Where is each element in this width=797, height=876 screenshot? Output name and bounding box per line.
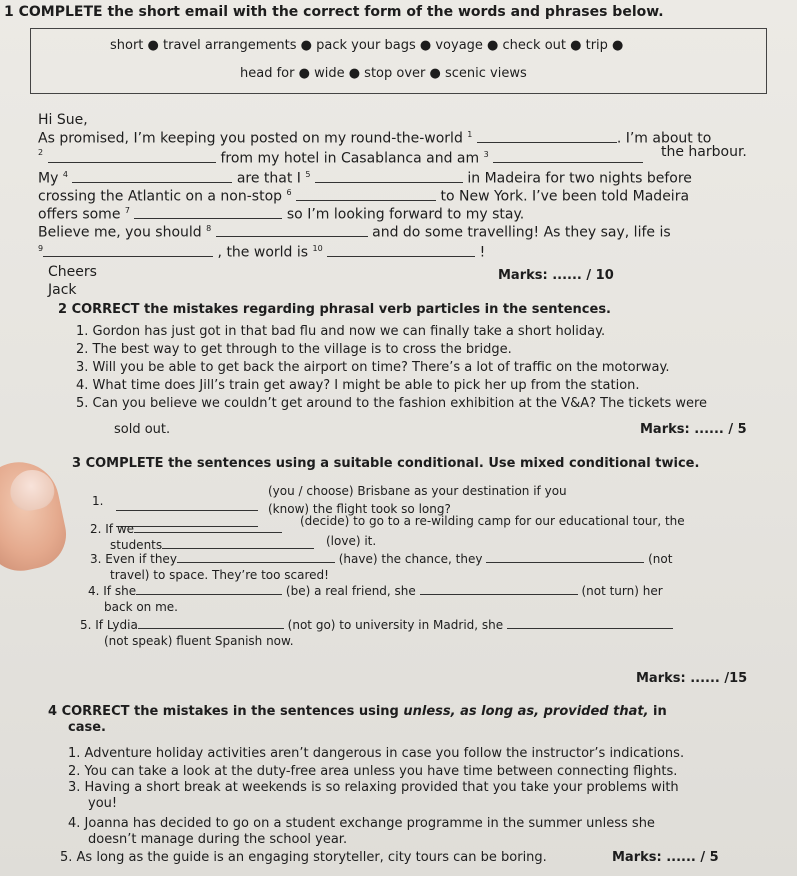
section-2-title: 2 CORRECT the mistakes regarding phrasal verb particles in the sentences. [58,302,611,317]
email-line-2-end: the harbour. [661,144,747,160]
s4-item-5: 5. As long as the guide is an engaging storyteller, city tours can be boring. [60,850,547,865]
section-4-title: 4 CORRECT the mistakes in the sentences using unless, as long as, provided that, in [48,704,667,719]
s3-item-4d: back on me. [104,600,178,614]
s3-item-4: 4. If she (be) a real friend, she (not turn) her [88,584,663,598]
s3-item-2: 2. If we [90,522,282,536]
s2-item-5: 5. Can you believe we couldn’t get around to the fashion exhibition at the V&A? The tickets were [76,396,708,411]
section-2-marks: Marks: ...... / 5 [640,422,747,437]
email-line-5: offers some $^7$ so I’m looking forward to my stay. [38,206,525,223]
s2-item-1: 1. Gordon has just got in that bad flu and now we can finally take a short holiday. [76,324,606,339]
s3-item-5c: (not speak) fluent Spanish now. [104,634,294,648]
email-line-1: As promised, I’m keeping you posted on my round-the-world $^1$ . I’m about to [38,130,712,147]
s4-item-2: 2. You can take a look at the duty-free area unless you have time between connecting flights. [68,764,678,779]
email-signature: Jack [48,282,77,298]
s2-item-2: 2. The best way to get through to the village is to cross the bridge. [76,342,512,357]
section-1-title: 1 COMPLETE the short email with the correct form of the words and phrases below. [4,4,664,20]
email-closing: Cheers [48,264,97,280]
section-3-title: 3 COMPLETE the sentences using a suitable conditional. Use mixed conditional twice. [72,456,700,471]
s4-item-4-cont: doesn’t manage during the school year. [88,832,348,847]
s3-item-2b: (decide) to go to a re-wilding camp for our educational tour, the [300,514,685,528]
word-bank-line-1: short ● travel arrangements ● pack your bags ● voyage ● check out ● trip ● [110,38,624,53]
email-line-4: crossing the Atlantic on a non-stop $^6$ to New York. I’ve been told Madeira [38,188,690,205]
email-line-7: $^9$ , the world is $^{10}$ ! [38,244,486,261]
section-3-marks: Marks: ...... /15 [636,671,748,686]
s4-item-4: 4. Joanna has decided to go on a student exchange programme in the summer unless she [68,816,655,831]
email-greeting: Hi Sue, [38,112,88,128]
s2-item-5-cont: sold out. [114,422,171,437]
s3-item-3: 3. Even if they (have) the chance, they (not [90,552,673,566]
s3-item-2d: (love) it. [326,534,377,548]
s3-item-1-num: 1. [92,494,104,508]
word-bank-line-2: head for ● wide ● stop over ● scenic views [240,66,527,81]
s3-item-1b: (know) the flight took so long? [268,502,451,516]
email-line-6: Believe me, you should $^8$ and do some travelling! As they say, life is [38,224,671,241]
email-line-2: 2 [38,148,44,157]
s3-item-1a: (you / choose) Brisbane as your destination if you [268,484,567,498]
section-1-marks: Marks: ...... / 10 [498,268,614,283]
s3-blank-1a [116,500,258,514]
s2-item-4: 4. What time does Jill’s train get away? I might be able to pick her up from the station. [76,378,640,393]
s4-item-1: 1. Adventure holiday activities aren’t dangerous in case you follow the instructor’s indications. [68,746,685,761]
email-line-2-text: from my hotel in Casablanca and am $^3$ [48,150,643,167]
section-4-marks: Marks: ...... / 5 [612,850,719,865]
s3-item-5: 5. If Lydia (not go) to university in Madrid, she [80,618,673,632]
s3-item-2c: students [110,538,314,552]
s2-item-3: 3. Will you be able to get back the airport on time? There’s a lot of traffic on the motorway. [76,360,670,375]
email-line-3: My $^4$ are that I $^5$ in Madeira for two nights before [38,170,692,187]
s4-item-3-cont: you! [88,796,118,811]
section-4-title-cont: case. [68,720,106,735]
s3-item-3d: travel) to space. They’re too scared! [110,568,329,582]
s4-item-3: 3. Having a short break at weekends is so relaxing provided that you take your problems with [68,780,679,795]
